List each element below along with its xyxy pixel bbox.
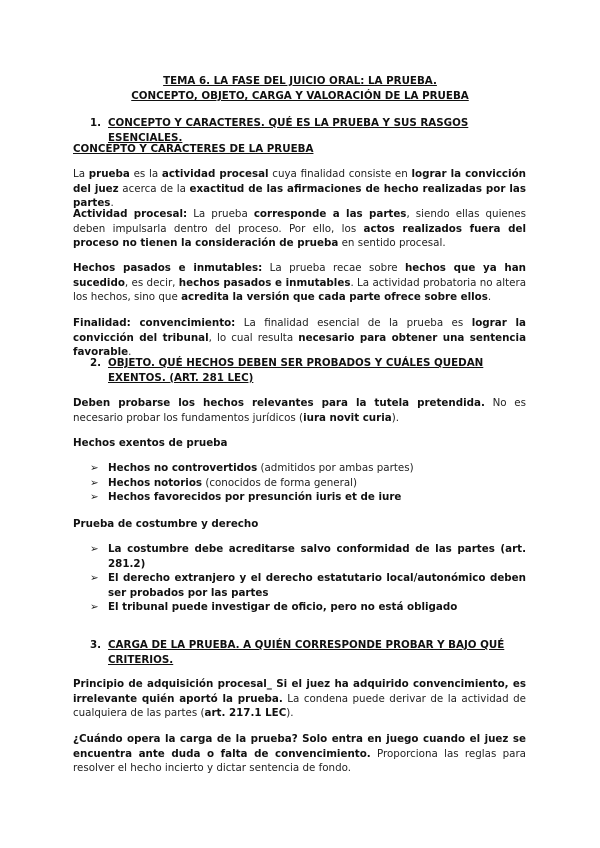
paragraph-hechos-pasados: Hechos pasados e inmutables: La prueba recae sobre hechos que ya han sucedido, es decir, hechos pasados e inmutables. La actividad probatoria no altera los hechos, sino que acredita la versión que cada parte ofrece sobre ellos. (73, 262, 526, 303)
paragraph-actividad-procesal: Actividad procesal: La prueba corresponde a las partes, siendo ellas quienes deben impulsarla dentro del proceso. Por ello, los actos realizados fuera del proceso no tienen la consideración de prueba en sentido procesal. (73, 208, 526, 249)
section-1-heading (90, 116, 526, 145)
custom-list (90, 542, 526, 615)
list-item: ➢ Hechos no controvertidos (admitidos por ambas partes) (90, 462, 414, 474)
section-3-title: CARGA DE LA PRUEBA. A QUIÉN CORRESPONDE PROBAR Y BAJO QUÉ CRITERIOS. (108, 639, 505, 666)
list-item: ➢ La costumbre debe acreditarse salvo conformidad de las partes (art. 281.2) (90, 543, 526, 570)
title-line-2: CONCEPTO, OBJETO, CARGA Y VALORACIÓN DE LA PRUEBA (131, 90, 469, 102)
paragraph-carga: ¿Cuándo opera la carga de la prueba? Solo entra en juego cuando el juez se encuentra ante duda o falta de convencimiento. Proporciona las reglas para resolver el hecho incierto y dictar sentencia de fondo. (73, 733, 526, 774)
arrow-bullet-icon: ➢ (90, 543, 99, 555)
section-1-title: CONCEPTO Y CARACTERES. QUÉ ES LA PRUEBA Y SUS RASGOS ESENCIALES. (108, 117, 469, 144)
list-item: ➢ El derecho extranjero y el derecho estatutario local/autonómico deben ser probados por las partes (90, 572, 526, 599)
section-3-heading (90, 638, 526, 667)
paragraph-adquisicion: Principio de adquisición procesal_ Si el juez ha adquirido convencimiento, es irrelevante quién aportó la prueba. La condena puede derivar de la actividad de cualquiera de las partes (art. 217.1 LEC). (73, 678, 526, 719)
section-1-number: 1. (90, 117, 102, 129)
section-1-subheading: CONCEPTO Y CARACTERES DE LA PRUEBA (73, 143, 314, 155)
arrow-bullet-icon: ➢ (90, 462, 99, 474)
section-2-heading (90, 356, 526, 385)
section-3-number: 3. (90, 639, 102, 651)
list-item: ➢ Hechos notorios (conocidos de forma general) (90, 476, 358, 489)
list-item: ➢ El tribunal puede investigar de oficio, pero no está obligado (90, 601, 458, 613)
exempt-subheading: Hechos exentos de prueba (73, 437, 228, 449)
paragraph-objeto: Deben probarse los hechos relevantes para la tutela pretendida. No es necesario probar los fundamentos jurídicos (iura novit curia). (73, 397, 526, 424)
arrow-bullet-icon: ➢ (90, 601, 99, 613)
section-2-title: OBJETO. QUÉ HECHOS DEBEN SER PROBADOS Y CUÁLES QUEDAN EXENTOS. (ART. 281 LEC) (108, 357, 484, 384)
document-title (0, 74, 600, 104)
section-2-number: 2. (90, 357, 102, 369)
custom-subheading: Prueba de costumbre y derecho (73, 518, 259, 530)
arrow-bullet-icon: ➢ (90, 476, 99, 489)
paragraph-definition: La prueba es la actividad procesal cuya finalidad consiste en lograr la convicción del juez acerca de la exactitud de las afirmaciones de hecho realizadas por las partes. (73, 168, 526, 209)
title-line-1: TEMA 6. LA FASE DEL JUICIO ORAL: LA PRUEBA. (163, 75, 437, 87)
arrow-bullet-icon: ➢ (90, 572, 99, 584)
arrow-bullet-icon: ➢ (90, 491, 99, 503)
list-item: ➢ Hechos favorecidos por presunción iuris et de iure (90, 491, 402, 503)
paragraph-finalidad: Finalidad: convencimiento: La finalidad esencial de la prueba es lograr la convicción del tribunal, lo cual resulta necesario para obtener una sentencia favorable. (73, 317, 527, 358)
exempt-list (90, 461, 526, 505)
